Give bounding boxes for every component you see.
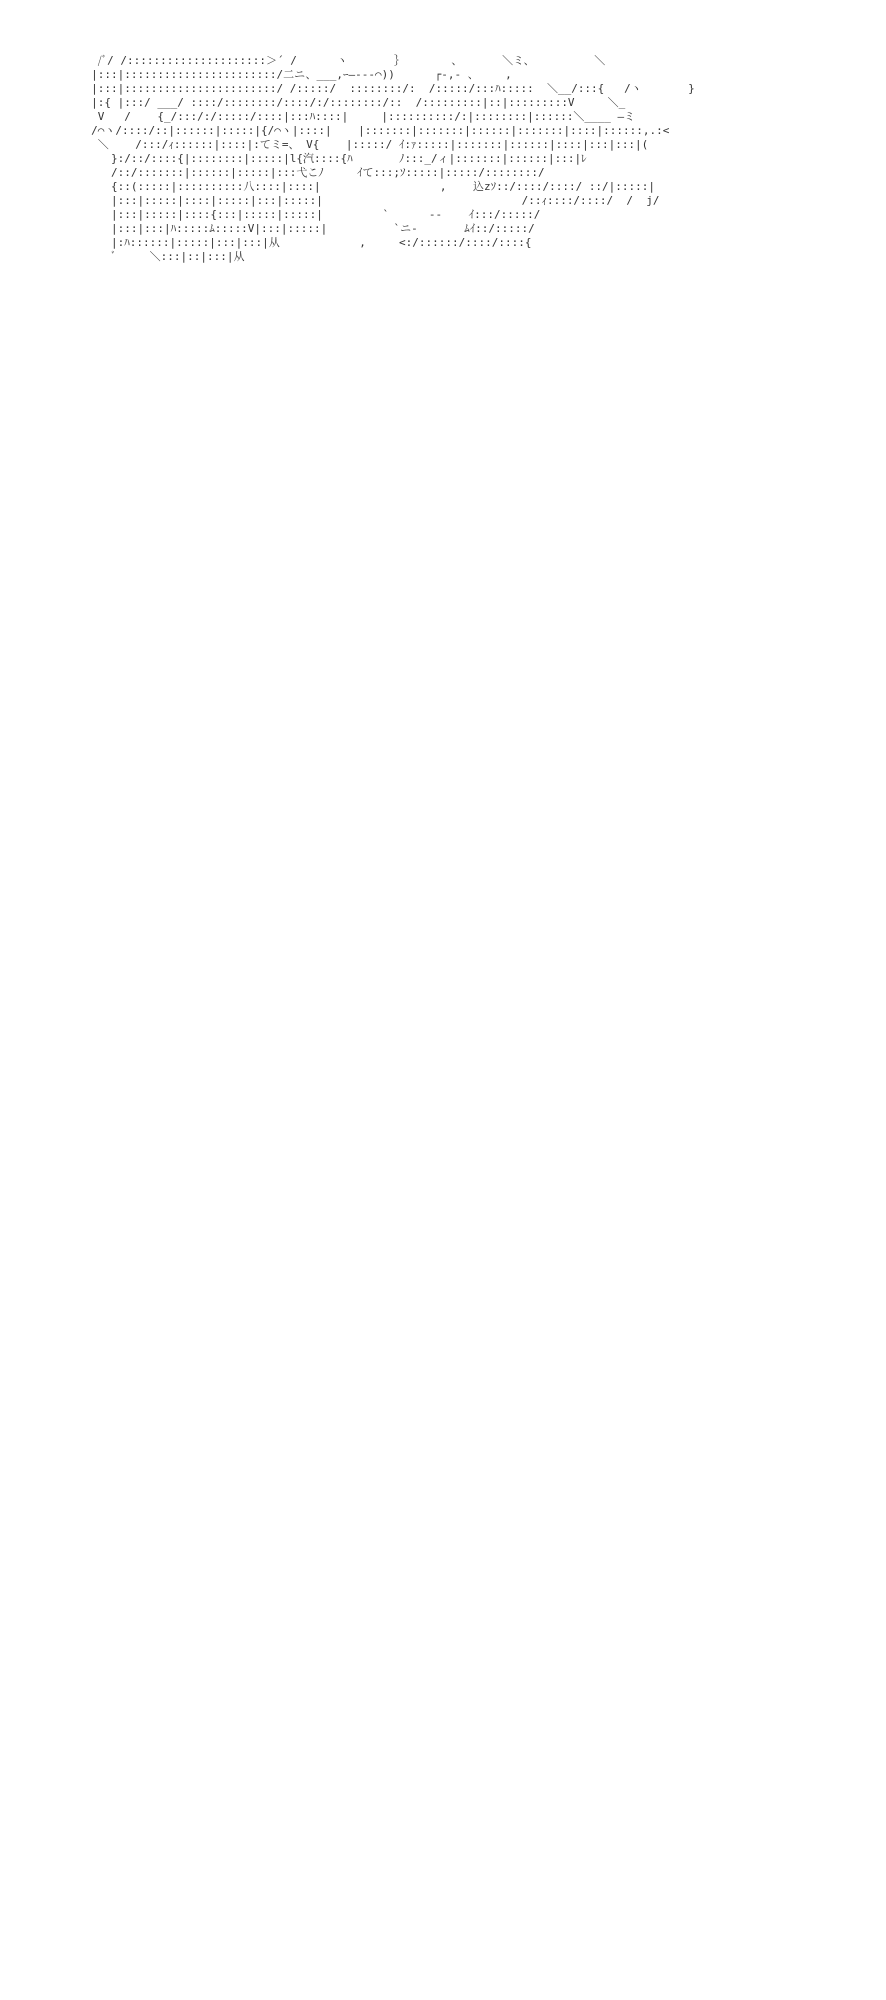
ascii-art-remilia-1: /ﾞ/ /:::::::::::::::::::::＞´ / ヽ ｝ 、 ＼ミ、 ＼ |:::|:::::::::::::::::::::::/二ニ、___,ｰ―--‐⌒)) ┌-,- 、 , |:::|:::::::::::::::::::::::/ /:::::/ ::::::::/: /:::::/:::ﾊ::::: ＼__/:::{ /ヽ } |:{ |:::/ ___/ ::::/::::::::/::::/:/::::::::/:: /:::::::::|::|:::::::::V ＼_ V / {_/:::/:/:::::/::::|:::ﾊ::::| |::::::::::/:|::::::::|::::::＼____ ―ミ /⌒ヽ/::::/::|::::::|:::::|{/⌒ヽ|::::| |:::::::|:::::::|::::::|:::::::|::::|::::::,.:< ＼ /:::/ｨ::::::|::::|:てミ=、 V{ |:::::/ ｲ:ｧ:::::|:::::::|::::::|::::|:::|:::|( }:/::/::::{|::::::::|:::::|l{汽::::{ﾊ ﾉ:::_/ィ|:::::::|::::::|:::|ﾚ /::/:::::::|::::::|:::::|:::弋こﾉ ｲて:::;ｿ:::::|:::::/::::::::/ {::(:::::|::::::::::八::::|::::| , 込zｿ::/::::/::::/ ::/|:::::| |:::|:::::|::::|:::::|:::|:::::| /::ｨ::::/::::/ / j/ |:::|:::::|::::{:::|:::::|:::::| ` ‐- ｲ:::/:::::/ |:::|:::|ﾊ:::::ﾑ:::::V|:::|:::::| `ニ- ﾑｲ::/:::::/ |:ﾊ::::::|:::::|:::|:::|从 , <:/::::::/::::/::::{ ﾞ ＼:::|::|:::|从: [91, 54, 695, 263]
